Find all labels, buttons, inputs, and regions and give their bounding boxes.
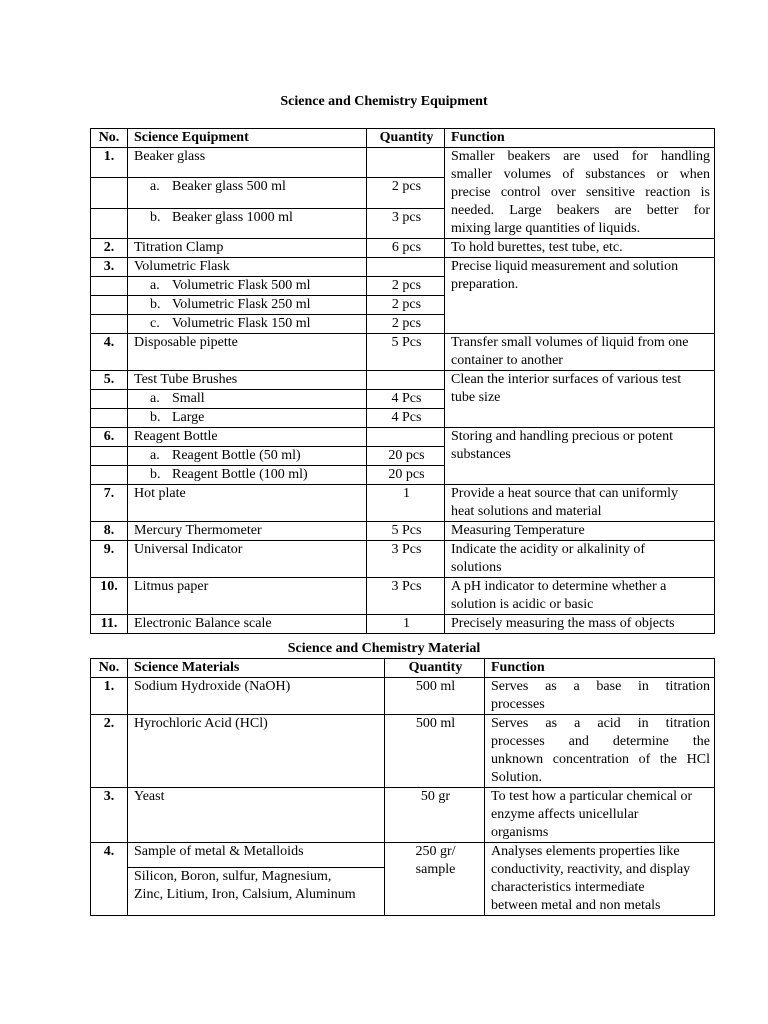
material-quantity: [385, 843, 485, 916]
function-line: preparation.: [451, 277, 519, 292]
equipment-name: Titration Clamp: [128, 239, 367, 258]
table-row: [91, 843, 715, 868]
sub-item: [128, 315, 367, 334]
row-number-blank: [91, 178, 128, 208]
function-line: needed. Large beakers are better for: [451, 203, 710, 218]
sub-item-letter: a.: [150, 278, 160, 293]
row-number: 1.: [91, 148, 128, 178]
equipment-quantity: [367, 258, 445, 277]
row-number: 9.: [91, 541, 128, 578]
sub-item-name: Beaker glass 1000 ml: [172, 209, 293, 225]
sub-item: [128, 409, 367, 428]
material-line: Yeast: [134, 789, 165, 804]
material-quantity: [385, 678, 485, 715]
table-row: [91, 258, 715, 277]
sub-item-letter: b.: [150, 410, 161, 425]
sub-item-quantity: 2 pcs: [367, 315, 445, 334]
table-row: [91, 615, 715, 634]
function-line: Solution.: [491, 770, 542, 785]
row-number: 11.: [91, 615, 128, 634]
equipment-name: Electronic Balance scale: [128, 615, 367, 634]
equipment-function: [445, 258, 715, 334]
function-line: heat solutions and material: [451, 504, 602, 519]
row-number: 2.: [91, 239, 128, 258]
sub-item-name: Small: [172, 391, 205, 406]
sub-item: [128, 296, 367, 315]
function-line: unknown concentration of the HCl: [491, 752, 710, 767]
sub-item-quantity: 2 pcs: [367, 277, 445, 296]
row-number-blank: [91, 208, 128, 238]
equipment-function: [445, 371, 715, 428]
quantity-line: sample: [415, 862, 456, 877]
row-number-blank: [91, 409, 128, 428]
column-header: No.: [91, 659, 128, 678]
row-number-blank: [91, 466, 128, 485]
equipment-name: Test Tube Brushes: [128, 371, 367, 390]
equipment-function: [445, 615, 715, 634]
material-name: [128, 843, 385, 868]
equipment-quantity: 3 Pcs: [367, 541, 445, 578]
material-function: [485, 843, 715, 916]
function-line: conductivity, reactivity, and display: [491, 862, 691, 877]
function-line: processes and determine the: [491, 734, 710, 749]
function-line: Provide a heat source that can uniformly: [451, 486, 679, 501]
function-line: between metal and non metals: [491, 898, 661, 913]
function-line: Transfer small volumes of liquid from one: [451, 335, 689, 350]
material-name: [128, 715, 385, 788]
function-line: Clean the interior surfaces of various test: [451, 372, 682, 387]
equipment-quantity: [367, 148, 445, 178]
row-number: 4.: [91, 843, 128, 916]
sub-item-letter: b.: [150, 467, 161, 482]
sub-item-name: Large: [172, 410, 205, 425]
function-line: substances: [451, 447, 511, 462]
sub-item-letter: c.: [150, 316, 160, 331]
equipment-name: Volumetric Flask: [128, 258, 367, 277]
row-number: 7.: [91, 485, 128, 522]
equipment-function: [445, 485, 715, 522]
function-line: precise control over sensitive reaction is: [451, 185, 710, 200]
row-number-blank: [91, 447, 128, 466]
function-line: characteristics intermediate: [491, 880, 645, 895]
row-number: 1.: [91, 678, 128, 715]
function-line: solution is acidic or basic: [451, 597, 594, 612]
equipment-function: [445, 148, 715, 239]
equipment-quantity: [367, 371, 445, 390]
function-line: Storing and handling precious or potent: [451, 429, 674, 444]
sub-item-letter: a.: [150, 448, 160, 463]
row-number: 3.: [91, 258, 128, 277]
equipment-quantity: 1: [367, 485, 445, 522]
equipment-function: [445, 522, 715, 541]
column-header: Quantity: [385, 659, 485, 678]
table-row: [91, 578, 715, 615]
table-row: [91, 485, 715, 522]
sub-item-name: Volumetric Flask 500 ml: [172, 278, 311, 293]
sub-item-quantity: 4 Pcs: [367, 409, 445, 428]
sub-item-letter: b.: [150, 209, 161, 225]
function-line: solutions: [451, 560, 502, 575]
sub-item: [128, 178, 367, 208]
sub-item-name: Reagent Bottle (50 ml): [172, 448, 301, 463]
column-header: Science Equipment: [128, 129, 367, 148]
equipment-quantity: 5 Pcs: [367, 522, 445, 541]
function-line: Precise liquid measurement and solution: [451, 259, 679, 274]
function-line: Smaller beakers are used for handling: [451, 149, 710, 164]
function-line: Precisely measuring the mass of objects: [451, 616, 675, 631]
row-number-blank: [91, 296, 128, 315]
row-number-blank: [91, 277, 128, 296]
equipment-name: Mercury Thermometer: [128, 522, 367, 541]
function-line: A pH indicator to determine whether a: [451, 579, 667, 594]
table-row: [91, 428, 715, 447]
column-header: Quantity: [367, 129, 445, 148]
table-row: [91, 678, 715, 715]
row-number: 5.: [91, 371, 128, 390]
row-number-blank: [91, 315, 128, 334]
equipment-name: Universal Indicator: [128, 541, 367, 578]
function-line: Analyses elements properties like: [491, 844, 680, 859]
equipment-name: Litmus paper: [128, 578, 367, 615]
function-line: To hold burettes, test tube, etc.: [451, 240, 623, 255]
equipment-name: Disposable pipette: [128, 334, 367, 371]
material-quantity: [385, 715, 485, 788]
sub-item-quantity: 20 pcs: [367, 466, 445, 485]
table-row: [91, 788, 715, 843]
material-example-line: Zinc, Litium, Iron, Calsium, Aluminum: [134, 886, 356, 902]
material-function: [485, 788, 715, 843]
material-name: [128, 678, 385, 715]
sub-item-quantity: 2 pcs: [367, 296, 445, 315]
function-line: processes: [491, 697, 545, 712]
equipment-name: Reagent Bottle: [128, 428, 367, 447]
sub-item: [128, 390, 367, 409]
function-line: tube size: [451, 390, 501, 405]
column-header: Science Materials: [128, 659, 385, 678]
sub-item-quantity: 3 pcs: [367, 208, 445, 238]
sub-item-quantity: 4 Pcs: [367, 390, 445, 409]
row-number: 3.: [91, 788, 128, 843]
material-line: Sodium Hydroxide (NaOH): [134, 679, 291, 694]
equipment-function: [445, 541, 715, 578]
sub-item: [128, 466, 367, 485]
function-line: container to another: [451, 353, 563, 368]
table-row: [91, 239, 715, 258]
equipment-function: [445, 578, 715, 615]
equipment-quantity: 5 Pcs: [367, 334, 445, 371]
row-number: 8.: [91, 522, 128, 541]
row-number: 4.: [91, 334, 128, 371]
sub-item-quantity: 20 pcs: [367, 447, 445, 466]
material-line: Sample of metal & Metalloids: [134, 844, 304, 859]
materials-table: [90, 658, 715, 916]
equipment-function: [445, 239, 715, 258]
sub-item-name: Reagent Bottle (100 ml): [172, 467, 308, 482]
equipment-name: Beaker glass: [128, 148, 367, 178]
material-function: [485, 715, 715, 788]
column-header: Function: [485, 659, 715, 678]
quantity-line: 250 gr/: [415, 844, 456, 859]
material-line: Hyrochloric Acid (HCl): [134, 716, 268, 731]
material-quantity: [385, 788, 485, 843]
material-function: [485, 678, 715, 715]
sub-item-letter: a.: [150, 179, 160, 195]
header-row: [91, 129, 715, 148]
quantity-line: 500 ml: [415, 679, 456, 694]
equipment-title: Science and Chemistry Equipment: [280, 94, 488, 109]
row-number: 2.: [91, 715, 128, 788]
header-row: [91, 659, 715, 678]
sub-item-name: Volumetric Flask 250 ml: [172, 297, 311, 312]
equipment-table: [90, 128, 715, 634]
table-row: [91, 148, 715, 178]
equipment-quantity: 3 Pcs: [367, 578, 445, 615]
row-number: 6.: [91, 428, 128, 447]
function-line: Indicate the acidity or alkalinity of: [451, 542, 645, 557]
equipment-name: Hot plate: [128, 485, 367, 522]
sub-item-name: Volumetric Flask 150 ml: [172, 316, 311, 331]
material-example-line: Silicon, Boron, sulfur, Magnesium,: [134, 868, 332, 884]
sub-item-name: Beaker glass 500 ml: [172, 179, 286, 195]
equipment-quantity: 1: [367, 615, 445, 634]
table-row: [91, 715, 715, 788]
equipment-quantity: [367, 428, 445, 447]
table-row: [91, 334, 715, 371]
function-line: smaller volumes of substances or when: [451, 167, 710, 182]
quantity-line: 500 ml: [415, 716, 456, 731]
column-header: No.: [91, 129, 128, 148]
function-line: Serves as a acid in titration: [491, 716, 710, 731]
table-row: [91, 371, 715, 390]
table-row: [91, 522, 715, 541]
row-number-blank: [91, 390, 128, 409]
sub-item: [128, 277, 367, 296]
material-name: [128, 788, 385, 843]
equipment-function: [445, 334, 715, 371]
sub-item: [128, 208, 367, 238]
table-row: [91, 541, 715, 578]
equipment-quantity: 6 pcs: [367, 239, 445, 258]
function-line: Serves as a base in titration: [491, 679, 710, 694]
column-header: Function: [445, 129, 715, 148]
function-line: Measuring Temperature: [451, 523, 585, 538]
sub-item: [128, 447, 367, 466]
function-line: enzyme affects unicellular: [491, 807, 639, 822]
sub-item-quantity: 2 pcs: [367, 178, 445, 208]
quantity-line: 50 gr: [420, 789, 451, 804]
function-line: organisms: [491, 825, 549, 840]
sub-item-letter: a.: [150, 391, 160, 406]
row-number: 10.: [91, 578, 128, 615]
function-line: mixing large quantities of liquids.: [451, 221, 641, 236]
sub-item-letter: b.: [150, 297, 161, 312]
equipment-function: [445, 428, 715, 485]
material-examples: [128, 867, 385, 915]
materials-title: Science and Chemistry Material: [287, 641, 481, 656]
function-line: To test how a particular chemical or: [491, 789, 693, 804]
